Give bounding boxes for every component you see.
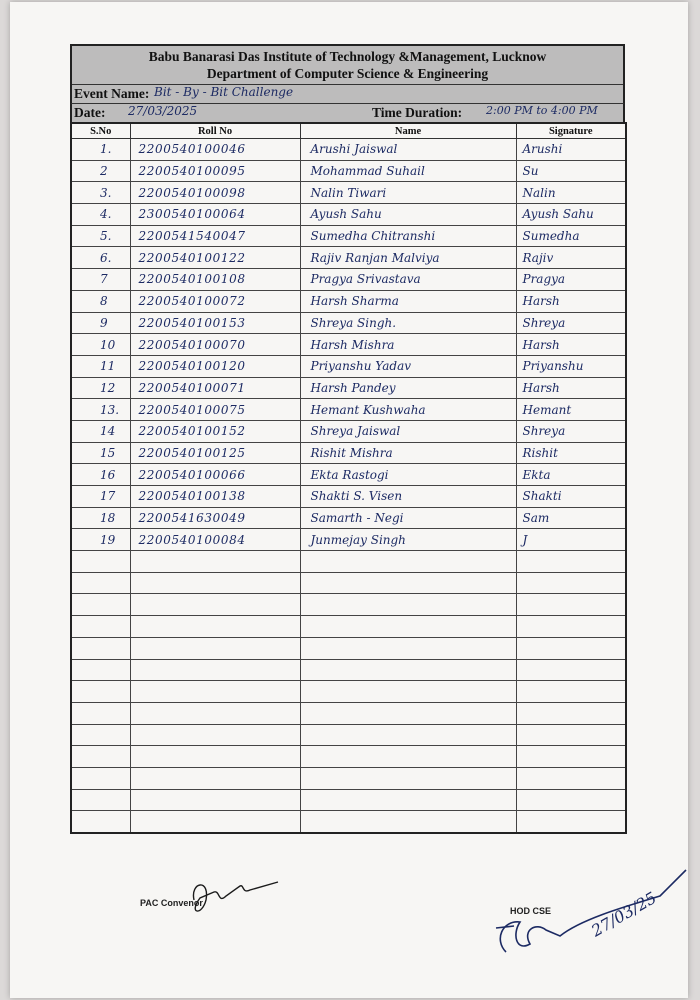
sno-cell: 17 (71, 486, 130, 508)
date-row (70, 104, 625, 122)
empty-cell (516, 811, 626, 833)
event-name-value: Bit - By - Bit Challenge (154, 85, 294, 99)
roll-no-cell: 2200540100122 (130, 247, 300, 269)
sno-cell: 8 (71, 290, 130, 312)
sno-cell: 6. (71, 247, 130, 269)
sno-cell: 9 (71, 312, 130, 334)
name-cell: Rajiv Ranjan Malviya (300, 247, 516, 269)
table-row (71, 182, 626, 204)
empty-cell (71, 811, 130, 833)
table-row (71, 442, 626, 464)
empty-cell (300, 572, 516, 594)
empty-cell (516, 767, 626, 789)
date-value: 27/03/2025 (128, 104, 198, 118)
table-row (71, 377, 626, 399)
empty-table-row (71, 702, 626, 724)
empty-cell (300, 659, 516, 681)
empty-cell (516, 702, 626, 724)
signature-cell: Rajiv (516, 247, 626, 269)
empty-cell (71, 702, 130, 724)
table-row (71, 225, 626, 247)
signature-cell: Harsh (516, 377, 626, 399)
name-cell: Sumedha Chitranshi (300, 225, 516, 247)
name-cell: Rishit Mishra (300, 442, 516, 464)
pac-convenor-label: PAC Convenor (140, 898, 203, 908)
empty-table-row (71, 746, 626, 768)
empty-cell (516, 789, 626, 811)
empty-cell (130, 681, 300, 703)
empty-cell (130, 572, 300, 594)
empty-cell (71, 681, 130, 703)
date-label: Date: (74, 105, 106, 120)
sno-cell: 4. (71, 204, 130, 226)
empty-cell (300, 811, 516, 833)
empty-cell (71, 616, 130, 638)
signature-cell: Arushi (516, 139, 626, 161)
empty-cell (71, 594, 130, 616)
roll-no-cell: 2200540100138 (130, 486, 300, 508)
empty-cell (300, 767, 516, 789)
empty-cell (71, 572, 130, 594)
table-row (71, 247, 626, 269)
empty-cell (300, 551, 516, 573)
hod-signature-date: 27/03/25 (588, 888, 660, 941)
signature-cell: Pragya (516, 269, 626, 291)
signature-cell: J (516, 529, 626, 551)
empty-table-row (71, 767, 626, 789)
empty-cell (130, 746, 300, 768)
roll-no-cell: 2200540100072 (130, 290, 300, 312)
empty-cell (130, 811, 300, 833)
name-cell: Ekta Rastogi (300, 464, 516, 486)
empty-cell (300, 681, 516, 703)
empty-cell (71, 659, 130, 681)
empty-table-row (71, 616, 626, 638)
table-row (71, 486, 626, 508)
roll-no-cell: 2200540100108 (130, 269, 300, 291)
empty-cell (71, 789, 130, 811)
empty-cell (300, 702, 516, 724)
name-cell: Junmejay Singh (300, 529, 516, 551)
name-cell: Ayush Sahu (300, 204, 516, 226)
roll-no-cell: 2200540100084 (130, 529, 300, 551)
sno-cell: 5. (71, 225, 130, 247)
table-row (71, 420, 626, 442)
table-row (71, 290, 626, 312)
event-name-label: Event Name: (74, 86, 150, 101)
name-cell: Shakti S. Visen (300, 486, 516, 508)
department-name: Department of Computer Science & Engineering (72, 66, 623, 85)
institute-name: Babu Banarasi Das Institute of Technology &Management, Lucknow (148, 49, 547, 64)
signature-cell: Harsh (516, 290, 626, 312)
signature-cell: Priyanshu (516, 355, 626, 377)
name-cell: Shreya Singh. (300, 312, 516, 334)
roll-no-cell: 2200540100066 (130, 464, 300, 486)
sno-cell: 19 (71, 529, 130, 551)
empty-cell (300, 637, 516, 659)
empty-table-row (71, 659, 626, 681)
table-header-row (71, 123, 626, 139)
empty-cell (516, 594, 626, 616)
empty-table-row (71, 681, 626, 703)
attendance-table (70, 122, 627, 834)
signature-cell: Sumedha (516, 225, 626, 247)
table-body (71, 139, 626, 834)
table-row (71, 355, 626, 377)
roll-no-cell: 2200540100098 (130, 182, 300, 204)
sno-cell: 16 (71, 464, 130, 486)
empty-cell (516, 746, 626, 768)
roll-no-cell: 2200540100071 (130, 377, 300, 399)
roll-no-cell: 2200541540047 (130, 225, 300, 247)
name-cell: Pragya Srivastava (300, 269, 516, 291)
table-row (71, 464, 626, 486)
table-row (71, 139, 626, 161)
empty-table-row (71, 724, 626, 746)
sno-cell: 11 (71, 355, 130, 377)
table-row (71, 312, 626, 334)
signature-cell: Ayush Sahu (516, 204, 626, 226)
empty-cell (130, 616, 300, 638)
name-cell: Harsh Pandey (300, 377, 516, 399)
name-cell: Priyanshu Yadav (300, 355, 516, 377)
table-row (71, 269, 626, 291)
empty-cell (516, 637, 626, 659)
empty-cell (71, 767, 130, 789)
empty-cell (300, 616, 516, 638)
table-row (71, 334, 626, 356)
sno-cell: 18 (71, 507, 130, 529)
empty-cell (300, 724, 516, 746)
signature-cell: Su (516, 160, 626, 182)
name-cell: Nalin Tiwari (300, 182, 516, 204)
signature-cell: Rishit (516, 442, 626, 464)
signature-cell: Shreya (516, 420, 626, 442)
roll-no-cell: 2300540100064 (130, 204, 300, 226)
signature-cell: Shakti (516, 486, 626, 508)
empty-cell (516, 681, 626, 703)
empty-cell (71, 746, 130, 768)
sno-cell: 12 (71, 377, 130, 399)
hod-cse-label: HOD CSE (510, 906, 552, 916)
name-cell: Arushi Jaiswal (300, 139, 516, 161)
table-row (71, 529, 626, 551)
empty-table-row (71, 811, 626, 833)
empty-cell (130, 767, 300, 789)
name-cell: Shreya Jaiswal (300, 420, 516, 442)
name-cell: Mohammad Suhail (300, 160, 516, 182)
sno-cell: 14 (71, 420, 130, 442)
signature-cell: Ekta (516, 464, 626, 486)
roll-no-cell: 2200540100153 (130, 312, 300, 334)
empty-cell (516, 572, 626, 594)
table-row (71, 399, 626, 421)
col-header-sno: S.No (71, 123, 130, 139)
roll-no-cell: 2200540100095 (130, 160, 300, 182)
attendance-sheet (70, 44, 625, 834)
roll-no-cell: 2200540100152 (130, 420, 300, 442)
empty-cell (516, 551, 626, 573)
empty-table-row (71, 789, 626, 811)
attendance-sheet-page (10, 2, 688, 998)
pac-convenor-signature (180, 870, 290, 920)
table-row (71, 160, 626, 182)
name-cell: Samarth - Negi (300, 507, 516, 529)
event-name-row (70, 85, 625, 104)
empty-cell (130, 637, 300, 659)
col-header-roll: Roll No (130, 123, 300, 139)
table-row (71, 507, 626, 529)
empty-cell (516, 659, 626, 681)
empty-cell (516, 616, 626, 638)
sno-cell: 1. (71, 139, 130, 161)
empty-cell (71, 724, 130, 746)
empty-cell (300, 789, 516, 811)
sno-cell: 15 (71, 442, 130, 464)
sno-cell: 10 (71, 334, 130, 356)
signature-cell: Harsh (516, 334, 626, 356)
empty-cell (130, 724, 300, 746)
empty-table-row (71, 572, 626, 594)
empty-cell (71, 637, 130, 659)
name-cell: Harsh Mishra (300, 334, 516, 356)
name-cell: Hemant Kushwaha (300, 399, 516, 421)
empty-cell (130, 702, 300, 724)
sno-cell: 3. (71, 182, 130, 204)
empty-table-row (71, 551, 626, 573)
empty-cell (71, 551, 130, 573)
signature-cell: Nalin (516, 182, 626, 204)
name-cell: Harsh Sharma (300, 290, 516, 312)
sno-cell: 2 (71, 160, 130, 182)
empty-cell (130, 594, 300, 616)
empty-table-row (71, 637, 626, 659)
roll-no-cell: 2200540100125 (130, 442, 300, 464)
roll-no-cell: 2200540100075 (130, 399, 300, 421)
sno-cell: 13. (71, 399, 130, 421)
table-row (71, 204, 626, 226)
hod-signature (490, 860, 690, 970)
header-band (70, 44, 625, 85)
signature-cell: Shreya (516, 312, 626, 334)
empty-cell (300, 594, 516, 616)
empty-table-row (71, 594, 626, 616)
empty-cell (300, 746, 516, 768)
roll-no-cell: 2200540100046 (130, 139, 300, 161)
roll-no-cell: 2200540100070 (130, 334, 300, 356)
empty-cell (130, 551, 300, 573)
roll-no-cell: 2200540100120 (130, 355, 300, 377)
empty-cell (130, 659, 300, 681)
signature-cell: Sam (516, 507, 626, 529)
col-header-signature: Signature (516, 123, 626, 139)
empty-cell (130, 789, 300, 811)
duration-label: Time Duration: (372, 105, 463, 120)
col-header-name: Name (300, 123, 516, 139)
signature-cell: Hemant (516, 399, 626, 421)
empty-cell (516, 724, 626, 746)
sno-cell: 7 (71, 269, 130, 291)
duration-value: 2:00 PM to 4:00 PM (486, 104, 598, 117)
roll-no-cell: 2200541630049 (130, 507, 300, 529)
